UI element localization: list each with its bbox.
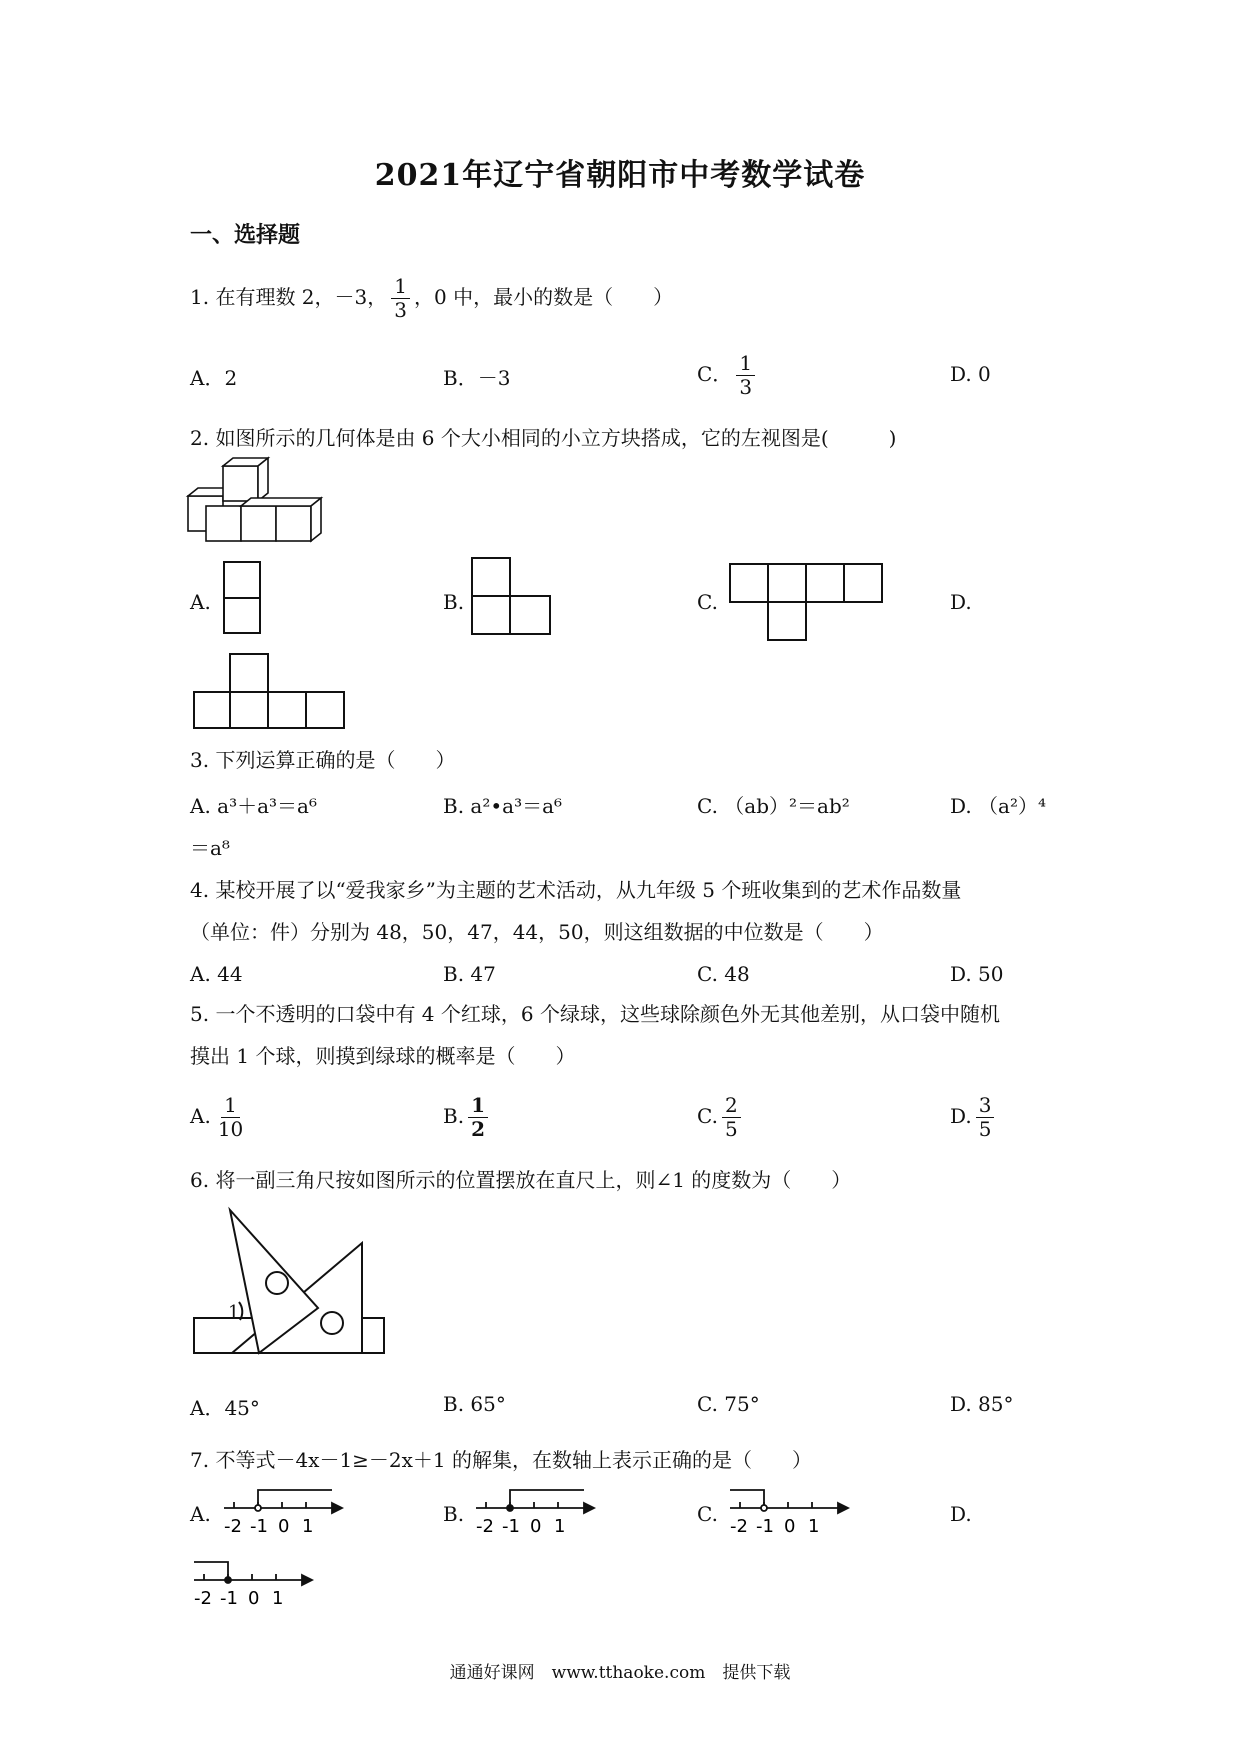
question-1 — [190, 275, 673, 322]
svg-text:0: 0 — [278, 1516, 290, 1537]
question-7: 7. 不等式－4x－1≥－2x＋1 的解集，在数轴上表示正确的是（ ） — [190, 1448, 813, 1472]
question-4-line-2: （单位：件）分别为 48，50，47，44，50，则这组数据的中位数是（ ） — [190, 920, 884, 944]
section-heading: 一、选择题 — [190, 222, 301, 248]
svg-text:-2: -2 — [730, 1516, 748, 1537]
q2-option-a[interactable]: A. — [190, 590, 211, 614]
svg-text:1: 1 — [302, 1516, 314, 1537]
svg-text:-1: -1 — [250, 1516, 268, 1537]
q5-option-b[interactable]: B. $\frac{1}{2}$ — [443, 1094, 492, 1141]
question-4-line-1: 4. 某校开展了以“爱我家乡”为主题的艺术活动，从九年级 5 个班收集到的艺术作品数量 — [190, 878, 962, 902]
q7-option-d-number-line — [192, 1560, 312, 1620]
q1-option-a[interactable]: A．2 — [190, 366, 238, 390]
q6-option-a[interactable]: A．45° — [190, 1396, 260, 1420]
q2-option-c[interactable]: C. — [697, 590, 718, 614]
q6-option-b[interactable]: B. 65° — [443, 1392, 506, 1416]
q2-option-b[interactable]: B. — [443, 590, 465, 614]
q3-option-b[interactable]: B. a²•a³＝a⁶ — [443, 794, 563, 818]
q2-option-d[interactable]: D. — [950, 590, 972, 614]
page-footer: 通通好课网 www.tthaoke.com 提供下载 — [449, 1663, 791, 1683]
q1-option-c[interactable]: C． $\frac{1}{3}$ — [697, 352, 759, 399]
q7-option-a[interactable]: A. — [190, 1502, 211, 1526]
q1-fraction: $\frac{1}{3}$ — [391, 275, 410, 322]
q3-option-a[interactable]: A. a³＋a³＝a⁶ — [190, 794, 317, 818]
question-6: 6. 将一副三角尺按如图所示的位置摆放在直尺上，则∠1 的度数为（ ） — [190, 1168, 852, 1192]
q3-option-d[interactable]: D. （a²）⁴ — [950, 794, 1046, 818]
svg-text:-2: -2 — [194, 1588, 212, 1609]
q4-option-b[interactable]: B. 47 — [443, 962, 496, 986]
question-2: 2. 如图所示的几何体是由 6 个大小相同的小立方块搭成，它的左视图是( ) — [190, 426, 897, 450]
svg-text:0: 0 — [530, 1516, 542, 1537]
q7-option-c-number-line — [728, 1488, 848, 1548]
question-5-line-1: 5. 一个不透明的口袋中有 4 个红球，6 个绿球，这些球除颜色外无其他差别，从口袋中随机 — [190, 1002, 1000, 1026]
q7-option-a-number-line — [222, 1488, 342, 1548]
svg-text:0: 0 — [248, 1588, 260, 1609]
svg-text:-2: -2 — [476, 1516, 494, 1537]
svg-text:1: 1 — [554, 1516, 566, 1537]
svg-text:1: 1 — [808, 1516, 820, 1537]
q1-option-b[interactable]: B．－3 — [443, 366, 511, 390]
q7-option-d[interactable]: D. — [950, 1502, 972, 1526]
q6-option-c[interactable]: C. 75° — [697, 1392, 760, 1416]
q1-stem-b: ，0 中，最小的数是（ ） — [413, 285, 674, 309]
svg-text:-1: -1 — [756, 1516, 774, 1537]
svg-text:1: 1 — [272, 1588, 284, 1609]
svg-text:-1: -1 — [502, 1516, 520, 1537]
q3-option-c[interactable]: C. （ab）²＝ab² — [697, 794, 850, 818]
q5-option-a[interactable]: A. $\frac{1}{10}$ — [190, 1093, 244, 1141]
angle-1-label: 1 — [228, 1302, 240, 1323]
q7-option-b-number-line — [474, 1488, 594, 1548]
q2-option-b-figure — [470, 556, 555, 636]
q7-option-c[interactable]: C. — [697, 1502, 718, 1526]
page-title: 2021年辽宁省朝阳市中考数学试卷 — [374, 158, 866, 193]
q5-option-c[interactable]: C. $\frac{2}{5}$ — [697, 1094, 745, 1141]
q2-option-c-figure — [728, 562, 888, 642]
q2-option-d-figure — [192, 652, 352, 732]
q4-option-c[interactable]: C. 48 — [697, 962, 750, 986]
svg-text:-1: -1 — [220, 1588, 238, 1609]
q1-stem-a: 1. 在有理数 2，－3， — [190, 285, 388, 309]
q6-triangle-rulers-figure — [192, 1208, 392, 1368]
q2-option-a-figure — [222, 560, 262, 635]
svg-text:-2: -2 — [224, 1516, 242, 1537]
q4-option-d[interactable]: D. 50 — [950, 962, 1004, 986]
q3-option-d-cont: ＝a⁸ — [190, 836, 230, 860]
svg-text:0: 0 — [784, 1516, 796, 1537]
q5-option-d[interactable]: D. $\frac{3}{5}$ — [950, 1094, 998, 1141]
q1-option-d[interactable]: D. 0 — [950, 362, 991, 386]
question-3: 3. 下列运算正确的是（ ） — [190, 748, 456, 772]
q4-option-a[interactable]: A. 44 — [190, 962, 243, 986]
q2-solid-figure — [188, 466, 338, 546]
q7-option-b[interactable]: B. — [443, 1502, 465, 1526]
q6-option-d[interactable]: D. 85° — [950, 1392, 1014, 1416]
question-5-line-2: 摸出 1 个球，则摸到绿球的概率是（ ） — [190, 1044, 576, 1068]
